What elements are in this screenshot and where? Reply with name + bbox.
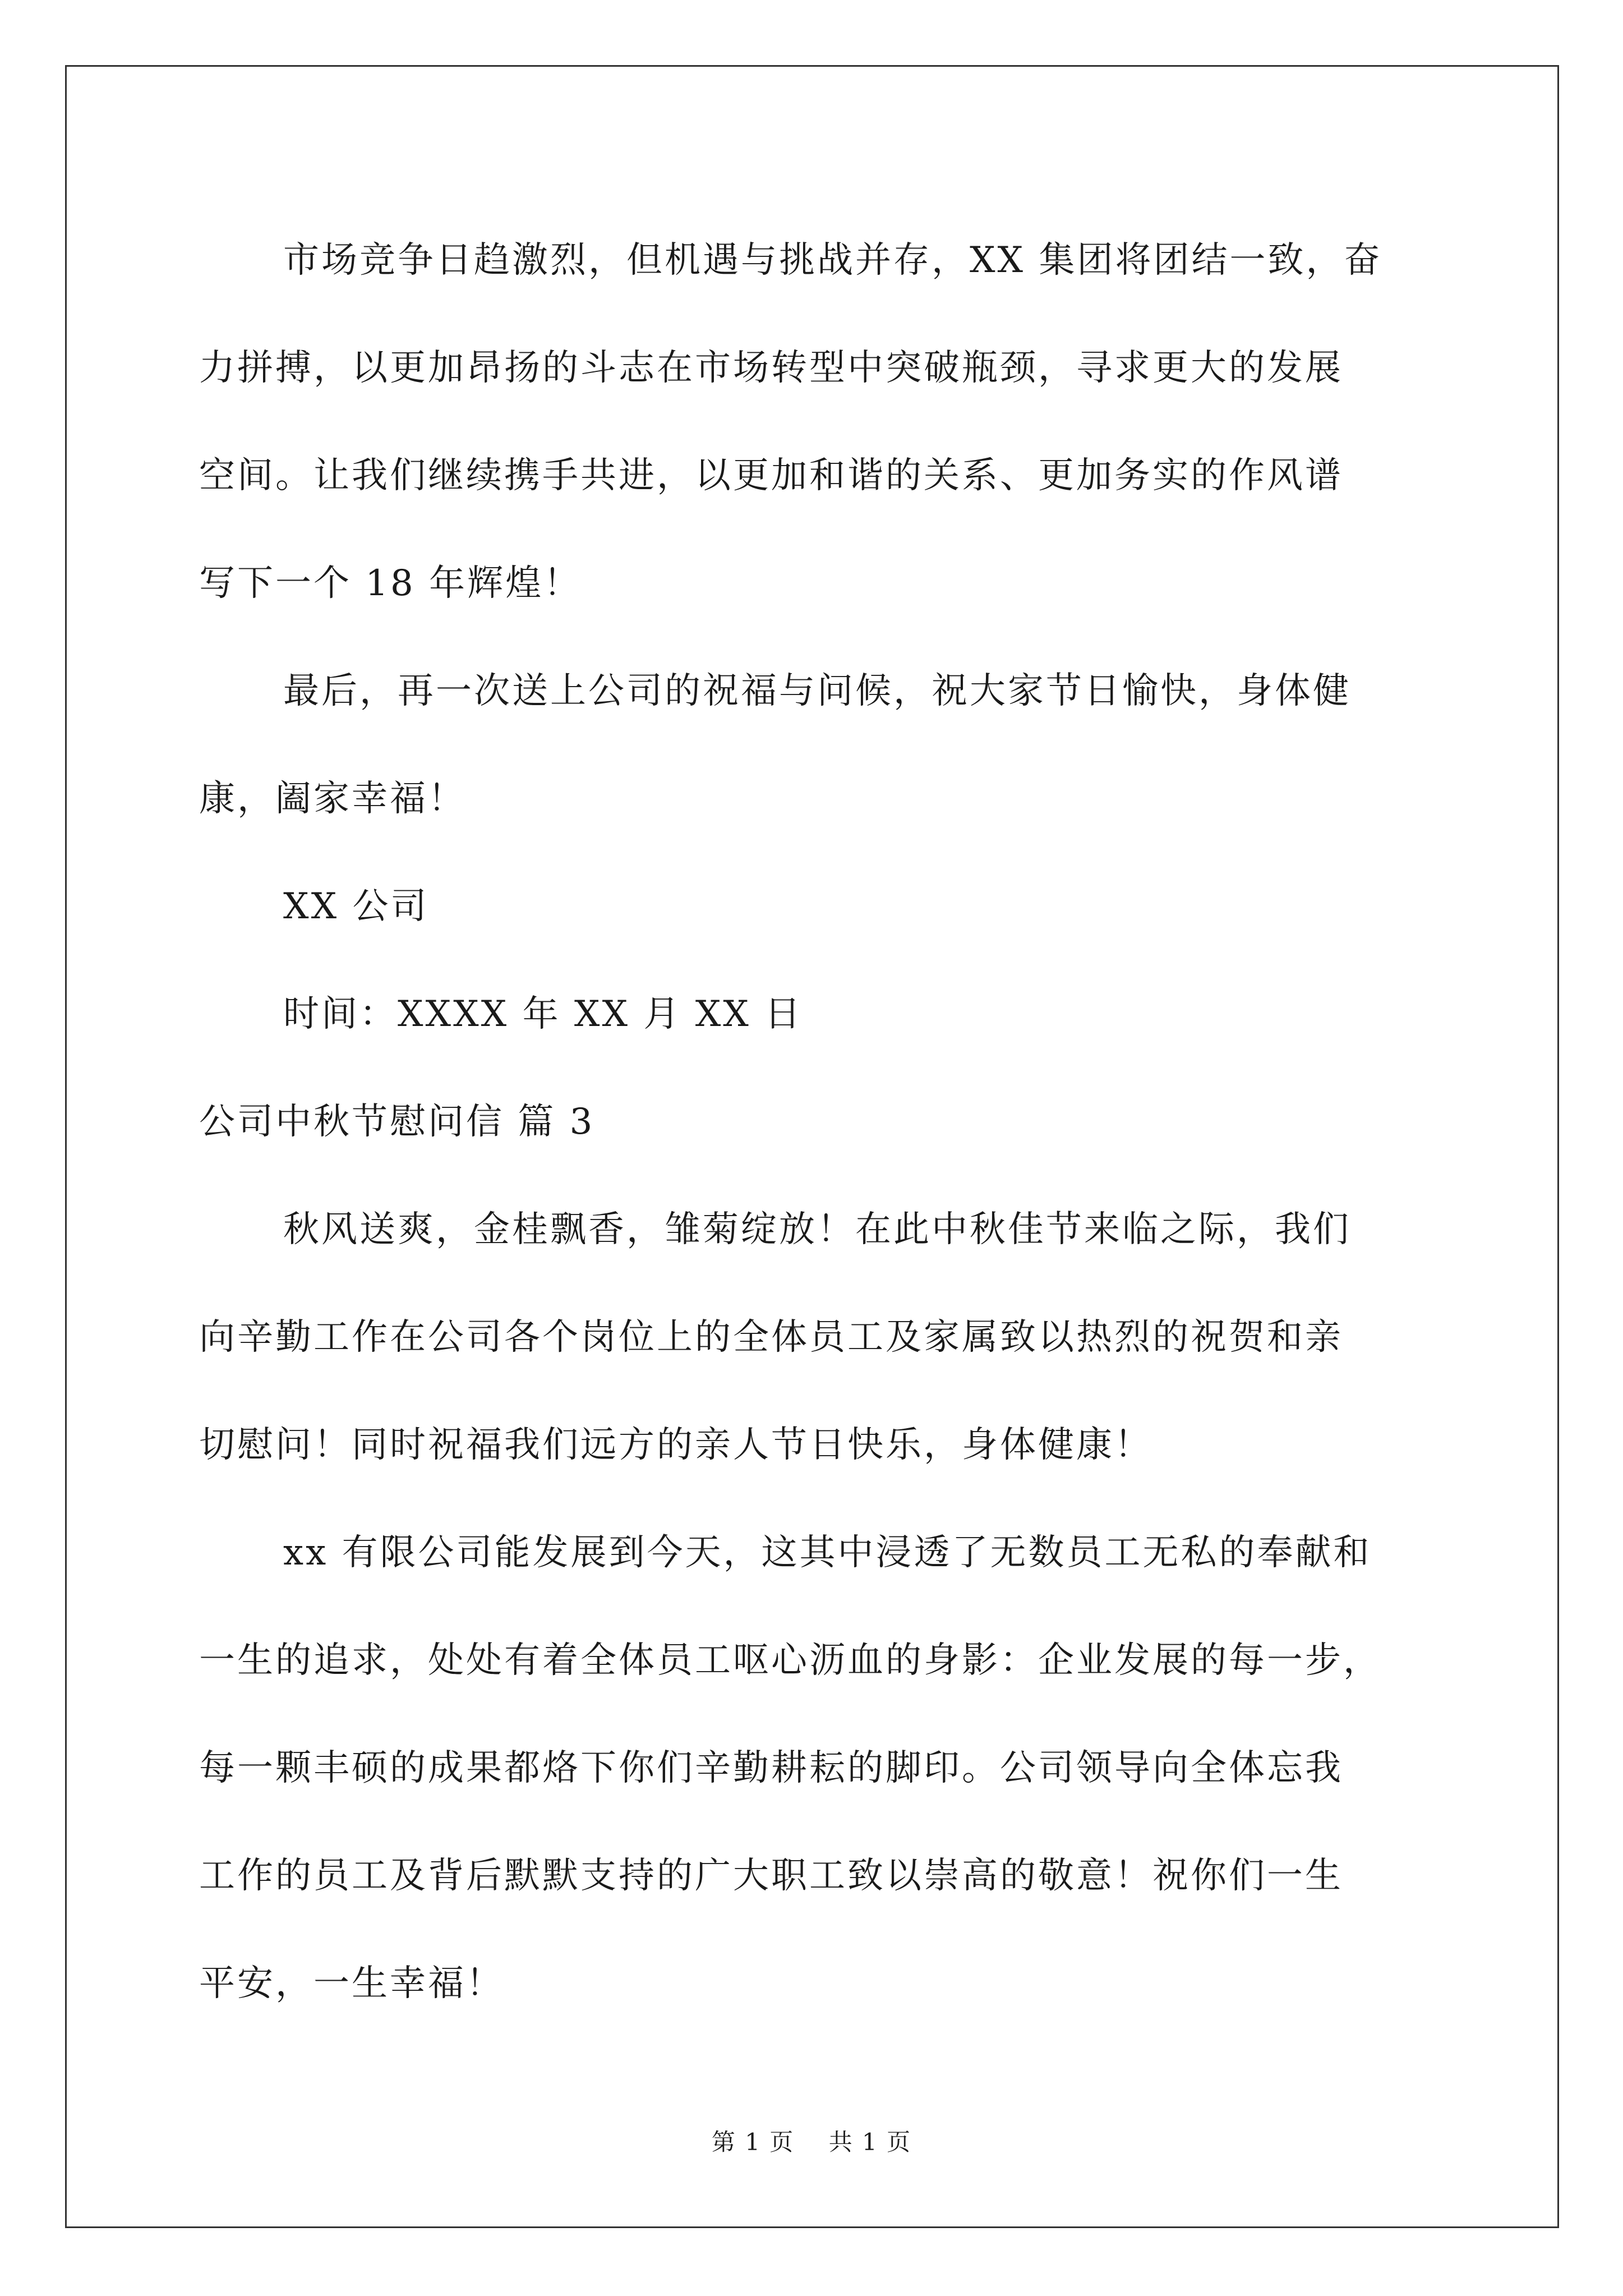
paragraph-line: 康，阖家幸福！ bbox=[199, 778, 466, 820]
paragraph-line: 向辛勤工作在公司各个岗位上的全体员工及家属致以热烈的祝贺和亲 bbox=[199, 1317, 1343, 1358]
paragraph-line: 工作的员工及背后默默支持的广大职工致以崇高的敬意！祝你们一生 bbox=[199, 1855, 1343, 1897]
page-footer: 第 1 页 共 1 页 bbox=[711, 2128, 912, 2156]
signature: XX 公司 bbox=[283, 886, 429, 927]
paragraph-line: 写下一个 18 年辉煌！ bbox=[199, 563, 582, 604]
paragraph-line: 一生的追求，处处有着全体员工呕心沥血的身影：企业发展的每一步， bbox=[199, 1640, 1381, 1681]
document-body bbox=[199, 206, 1430, 2037]
date-line: 时间：XXXX 年 XX 月 XX 日 bbox=[283, 993, 803, 1035]
paragraph-line: 市场竞争日趋激烈，但机遇与挑战并存，XX 集团将团结一致，奋 bbox=[283, 240, 1382, 281]
paragraph-line: 最后，再一次送上公司的祝福与问候，祝大家节日愉快，身体健 bbox=[283, 670, 1351, 712]
section-heading: 公司中秋节慰问信 篇 3 bbox=[199, 1101, 595, 1143]
paragraph-line: xx 有限公司能发展到今天，这其中浸透了无数员工无私的奉献和 bbox=[283, 1532, 1372, 1573]
paragraph-line: 切慰问！同时祝福我们远方的亲人节日快乐，身体健康！ bbox=[199, 1424, 1152, 1466]
paragraph-line: 平安，一生幸福！ bbox=[199, 1963, 504, 2004]
paragraph-line: 力拼搏，以更加昂扬的斗志在市场转型中突破瓶颈，寻求更大的发展 bbox=[199, 347, 1343, 389]
paragraph-line: 每一颗丰硕的成果都烙下你们辛勤耕耘的脚印。公司领导向全体忘我 bbox=[199, 1747, 1343, 1789]
paragraph-line: 秋风送爽，金桂飘香，雏菊绽放！在此中秋佳节来临之际，我们 bbox=[283, 1209, 1351, 1250]
paragraph-line: 空间。让我们继续携手共进，以更加和谐的关系、更加务实的作风谱 bbox=[199, 455, 1343, 496]
